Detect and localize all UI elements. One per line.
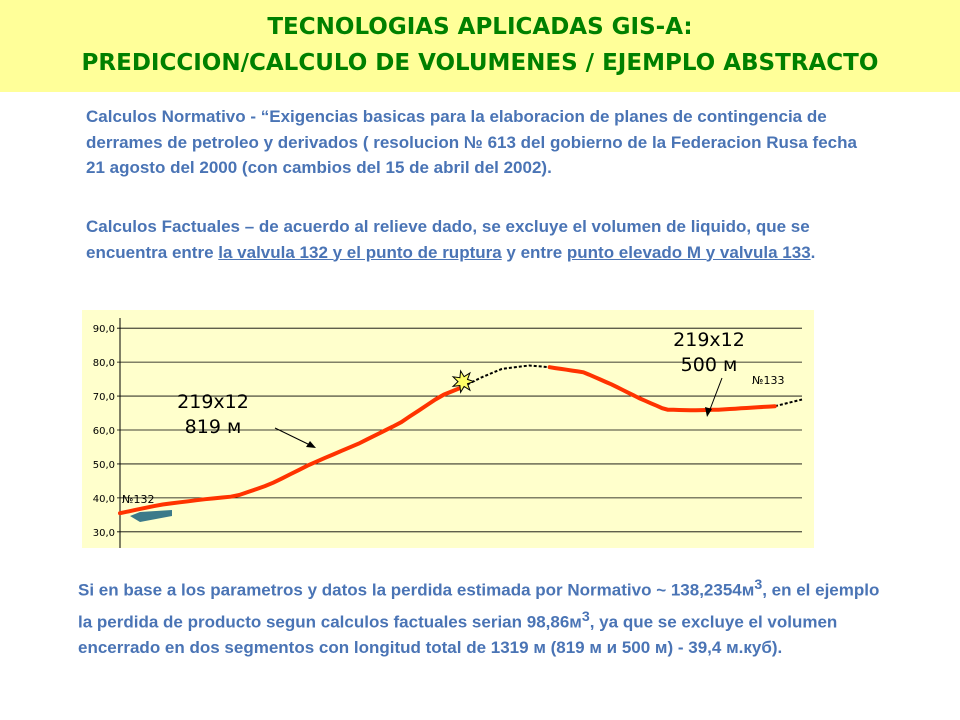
y-tick-label: 50,0 <box>92 459 115 471</box>
segment-label-500 <box>664 328 754 378</box>
arrow-819-shaft <box>275 428 312 446</box>
conclusion-text-c: , ya que se excluye el volumen encerrado en dos segmentos con longitud total de 1319 м (819 м и 500 м) - 39,4 м.куб). <box>78 612 838 658</box>
normative-paragraph: Calculos Normativo - “Exigencias basicas para la elaboracion de planes de contingencia de derrames de petroleo y derivados ( resolucion № 613 del gobierno de la Federacion Rusa fecha 21 agosto del 2000 (con cambios del 15 de abril del 2002). <box>86 107 857 177</box>
link-point-m-valve-133[interactable]: punto elevado M y valvula 133 <box>566 242 811 262</box>
valve-133-label: №133 <box>752 374 785 388</box>
segment-label-819-line2: 819 м <box>184 416 242 438</box>
segment-label-819-line1: 219х12 <box>177 391 249 413</box>
segment-label-500-line1: 219х12 <box>673 329 745 351</box>
segment-label-500-line2: 500 м <box>680 354 738 376</box>
arrow-500-shaft <box>709 378 722 412</box>
link-valve-132-rupture[interactable]: la valvula 132 y el punto de ruptura <box>218 242 502 262</box>
factual-text-b: y entre <box>501 242 567 262</box>
conclusion-paragraph <box>78 572 888 661</box>
y-tick-label: 60,0 <box>92 426 115 437</box>
conclusion-text-a: Si en base a los parametros y datos la perdida estimada por Normativo ~ 138,2354м <box>78 580 755 600</box>
y-tick-label: 70,0 <box>92 392 115 404</box>
elevation-profile-chart <box>82 310 814 548</box>
conclusion-text-b: , en el ejemplo la perdida de producto segun calculos factuales serian 98,86м <box>78 580 880 632</box>
factual-text-a: Calculos Factuales – de acuerdo al relieve dado, se excluye el volumen de liquido, que se encuentra entre <box>86 217 810 262</box>
page-title: TECNOLOGIAS APLICADAS GIS-A: <box>267 14 693 40</box>
factual-paragraph <box>86 214 866 265</box>
valve-132-label: №132 <box>122 492 155 506</box>
superscript-3b: 3 <box>581 608 590 625</box>
arrow-819-head <box>306 441 316 448</box>
page-subtitle: PREDICCION/CALCULO DE VOLUMENES / EJEMPLO ABSTRACTO <box>81 50 879 76</box>
segment-label-819 <box>168 390 258 440</box>
tank-icon <box>130 510 172 522</box>
factual-text-c: . <box>810 242 816 262</box>
y-tick-label: 40,0 <box>92 493 115 505</box>
y-tick-label: 80,0 <box>92 358 115 370</box>
y-tick-label: 90,0 <box>92 324 115 336</box>
y-tick-label: 30,0 <box>92 527 115 539</box>
superscript-3a: 3 <box>754 577 763 593</box>
